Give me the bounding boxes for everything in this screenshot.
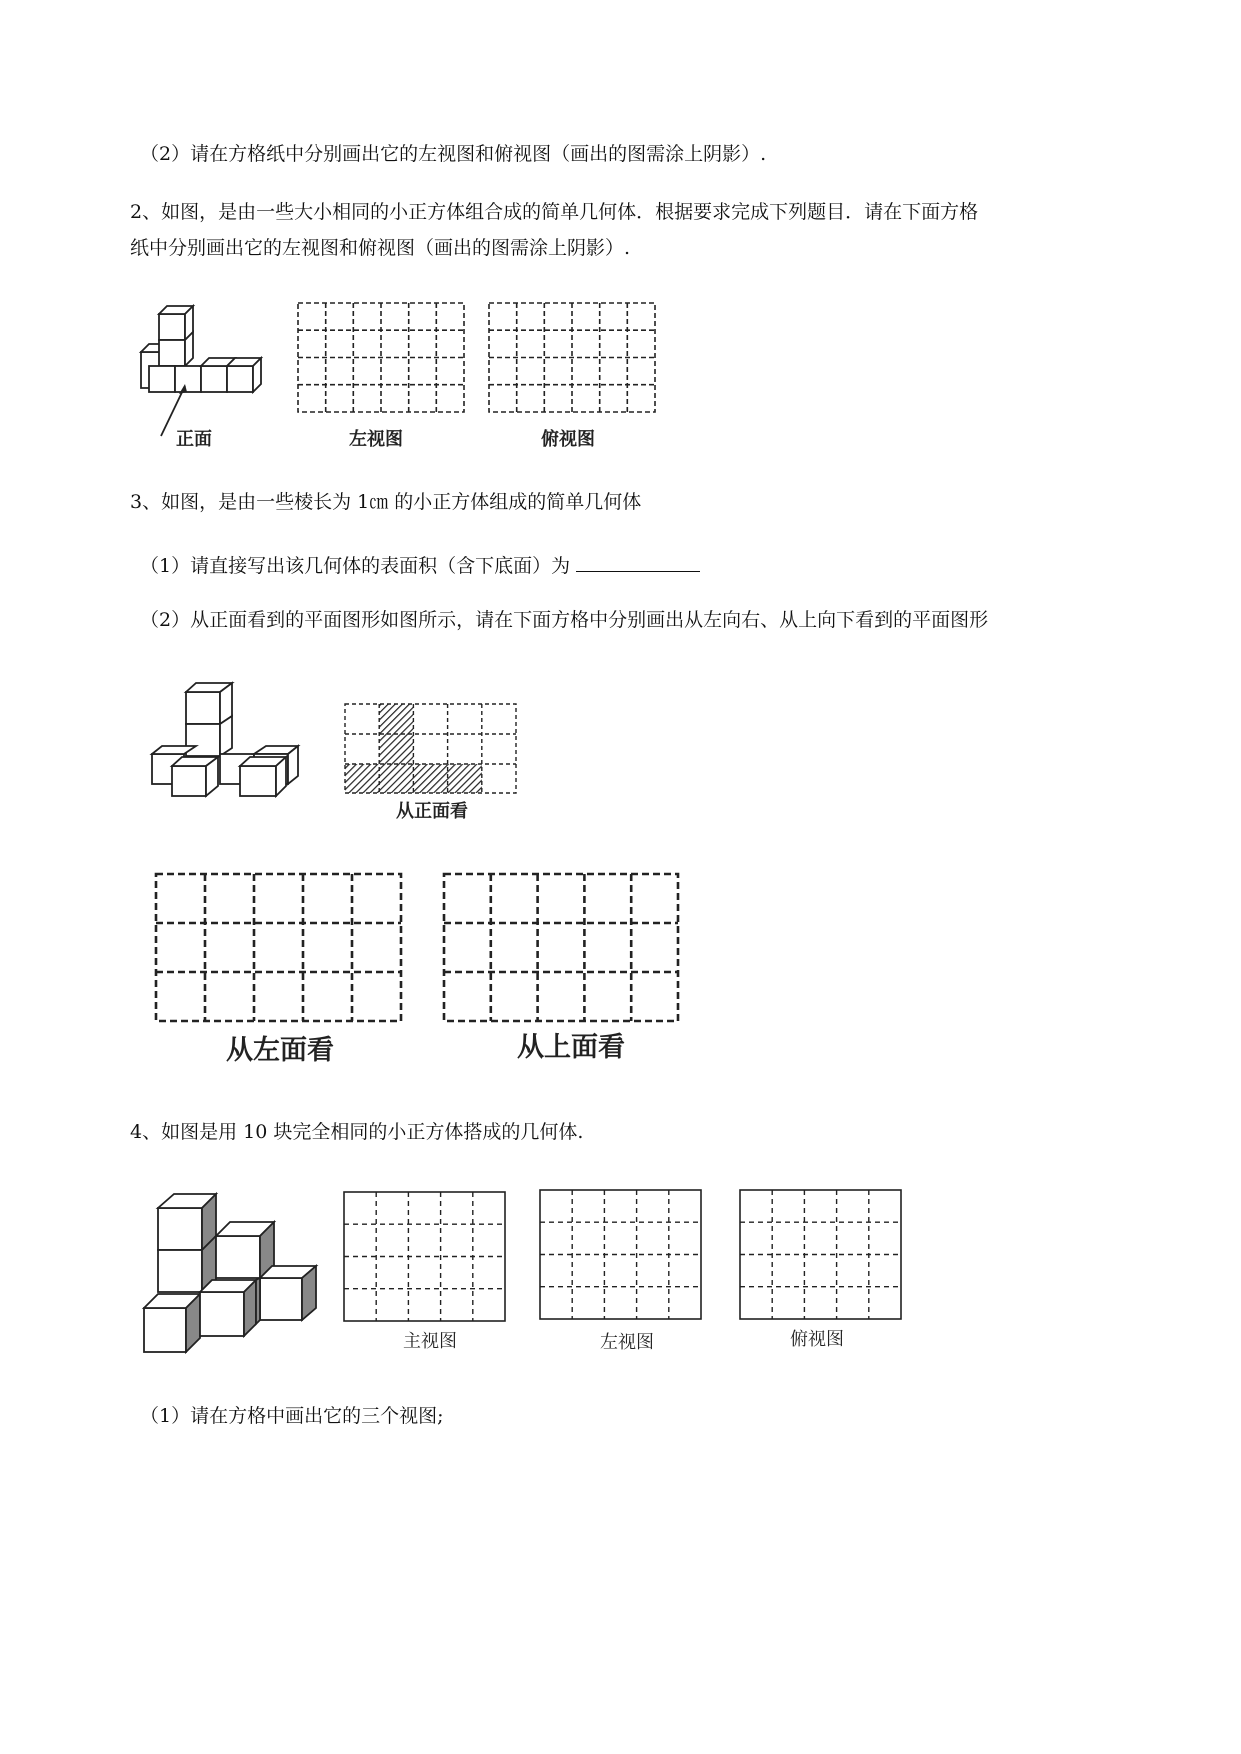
q2-prompt-line1: 2、如图，是由一些大小相同的小正方体组合成的简单几何体．根据要求完成下列题目．请在下面方格 [130,201,979,223]
q4-part1: （1）请在方格中画出它的三个视图; [140,1405,444,1427]
q4-main-view-grid[interactable] [344,1192,506,1322]
q4-top-view-grid[interactable] [740,1190,902,1320]
q3-front-view-label: 从正面看 [396,801,468,822]
q2-prompt-line2: 纸中分别画出它的左视图和俯视图（画出的图需涂上阴影）. [130,237,631,259]
q1-part2-text: （2）请在方格纸中分别画出它的左视图和俯视图（画出的图需涂上阴影）. [140,143,767,165]
q2-top-view-grid[interactable] [489,303,656,413]
q4-top-view-label: 俯视图 [790,1329,844,1350]
q3-part1-text: （1）请直接写出该几何体的表面积（含下底面）为 [140,555,571,577]
q3-part1 [140,551,700,578]
q3-left-view-grid[interactable] [156,874,402,1022]
q4-left-view-grid[interactable] [540,1190,702,1320]
q3-cube-figure [150,680,310,798]
q3-top-view-label: 从上面看 [517,1032,625,1063]
q3-intro: 3、如图，是由一些棱长为 1㎝ 的小正方体组成的简单几何体 [130,491,642,513]
q2-top-view-label: 俯视图 [541,429,595,450]
q4-intro: 4、如图是用 10 块完全相同的小正方体搭成的几何体. [130,1121,584,1143]
q4-cube-figure [140,1190,320,1354]
q3-top-view-grid[interactable] [444,874,679,1022]
q3-front-view-grid [345,704,517,794]
q3-part2: （2）从正面看到的平面图形如图所示，请在下面方格中分别画出从左向右、从上向下看到的平面图形 [140,609,989,631]
q2-front-label: 正面 [176,429,212,450]
q3-left-view-label: 从左面看 [226,1035,334,1066]
q4-main-view-label: 主视图 [403,1331,457,1352]
q3-answer-blank[interactable] [576,551,700,572]
q2-left-view-grid[interactable] [298,303,465,413]
q4-left-view-label: 左视图 [600,1332,654,1353]
q2-left-view-label: 左视图 [349,429,403,450]
